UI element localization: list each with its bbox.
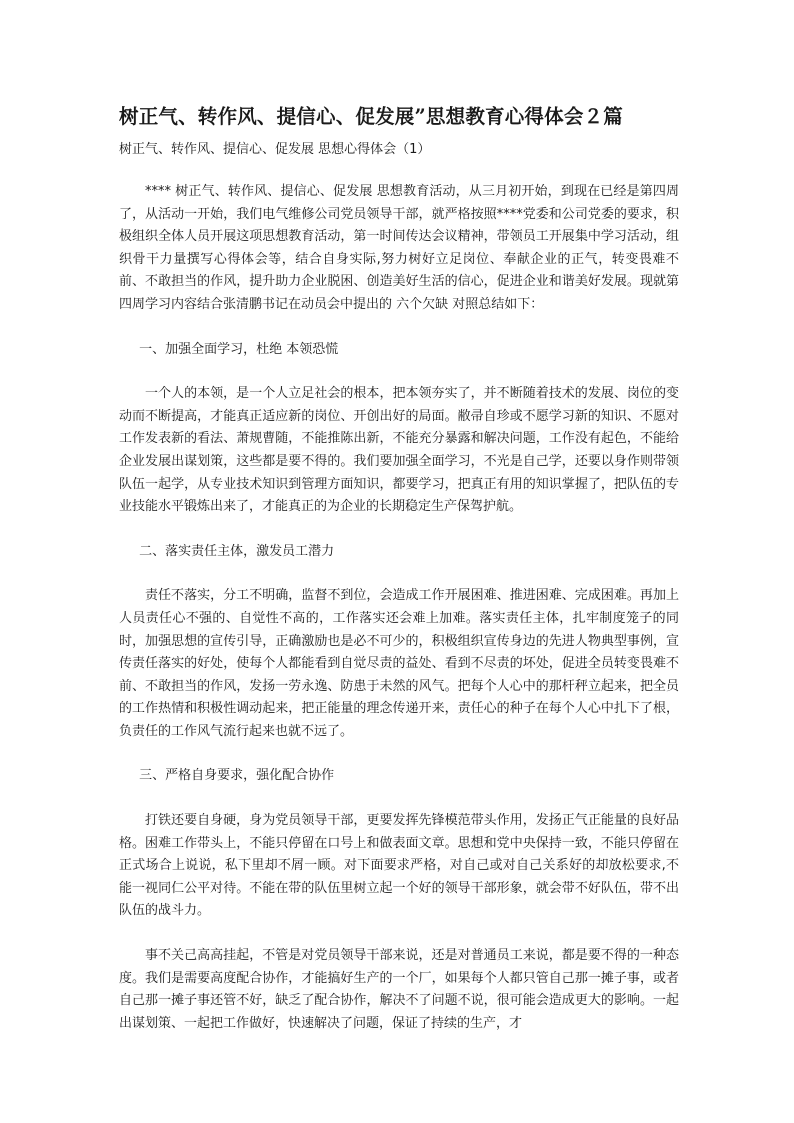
document-body (119, 181, 679, 1035)
section-3-paragraph-1: 打铁还要自身硬，身为党员领导干部，更要发挥先锋模范带头作用，发扬正气正能量的良好品格。困难工作带头上，不能只停留在口号上和做表面文章。思想和党中央保持一致，不能只停留在正式场合上说说，私下里却不屑一顾。对下面要求严格，对自己或对自己关系好的却放松要求,不能一视同仁公平对待。不能在带的队伍里树立起一个好的领导干部形象，就会带不好队伍，带不出队伍的战斗力。 (119, 813, 679, 919)
section-1-paragraph: 一个人的本领，是一个人立足社会的根本，把本领夯实了，并不断随着技术的发展、岗位的变动而不断提高，才能真正适应新的岗位、开创出好的局面。敝帚自珍或不愿学习新的知识、不愿对工作发表新的看法、萧规曹随，不能推陈出新，不能充分暴露和解决问题，工作没有起色，不能给企业发展出谋划策，这些都是要不得的。我们要加强全面学习，不光是自己学，还要以身作则带领队伍一起学，从专业技术知识到管理方面知识，都要学习，把真正有用的知识掌握了，把队伍的专业技能水平锻炼出来了，才能真正的为企业的长期稳定生产保驾护航。 (119, 386, 679, 515)
section-2-paragraph: 责任不落实，分工不明确，监督不到位，会造成工作开展困难、推进困难、完成困难。再加上人员责任心不强的、自觉性不高的，工作落实还会难上加难。落实责任主体，扎牢制度笼子的同时，加强思想的宣传引导，正确激励也是必不可少的，积极组织宣传身边的先进人物典型事例，宣传责任落实的好处，使每个人都能看到自觉尽责的益处、看到不尽责的坏处，促进全员转变畏难不前、不敢担当的作风，发扬一劳永逸、防患于未然的风气。把每个人心中的那杆秤立起来，把全员的工作热情和积极性调动起来，把正能量的理念传递开来，责任心的种子在每个人心中扎下了根，负责任的工作风气流行起来也就不远了。 (119, 588, 679, 739)
section-3-paragraph-2: 事不关己高高挂起，不管是对党员领导干部来说，还是对普通员工来说，都是要不得的一种态度。我们是需要高度配合协作，才能搞好生产的一个厂，如果每个人都只管自己那一摊子事，或者自己那一摊子事还管不好，缺乏了配合协作，解决不了问题不说，很可能会造成更大的影响。一起出谋划策、一起把工作做好，快速解决了问题，保证了持续的生产，才 (119, 948, 679, 1031)
section-1-heading: 一、加强全面学习，杜绝 本领恐慌 (139, 341, 339, 357)
document-subtitle: 树正气、转作风、提信心、促发展 思想心得体会（1） (119, 142, 431, 157)
intro-paragraph: **** 树正气、转作风、提信心、促发展 思想教育活动，从三月初开始，到现在已经是第四周了，从活动一开始，我们电气维修公司党员领导干部，就严格按照****党委和公司党委的要求，积极组织全体人员开展这项思想教育活动，第一时间传达会议精神，带领员工开展集中学习活动，组织骨干力量撰写心得体会等，结合自身实际,努力树好立足岗位、奉献企业的正气，转变畏难不前、不敢担当的作风，提升助力企业脱困、创造美好生活的信心，促进企业和谐美好发展。现就第四周学习内容结合张清鹏书记在动员会中提出的 六个欠缺 对照总结如下： (119, 184, 679, 312)
section-2-heading: 二、落实责任主体，激发员工潜力 (139, 543, 335, 559)
document-title: 树正气、转作风、提信心、促发展”思想教育心得体会２篇 (119, 105, 623, 128)
section-3-heading: 三、严格自身要求，强化配合协作 (139, 768, 335, 784)
